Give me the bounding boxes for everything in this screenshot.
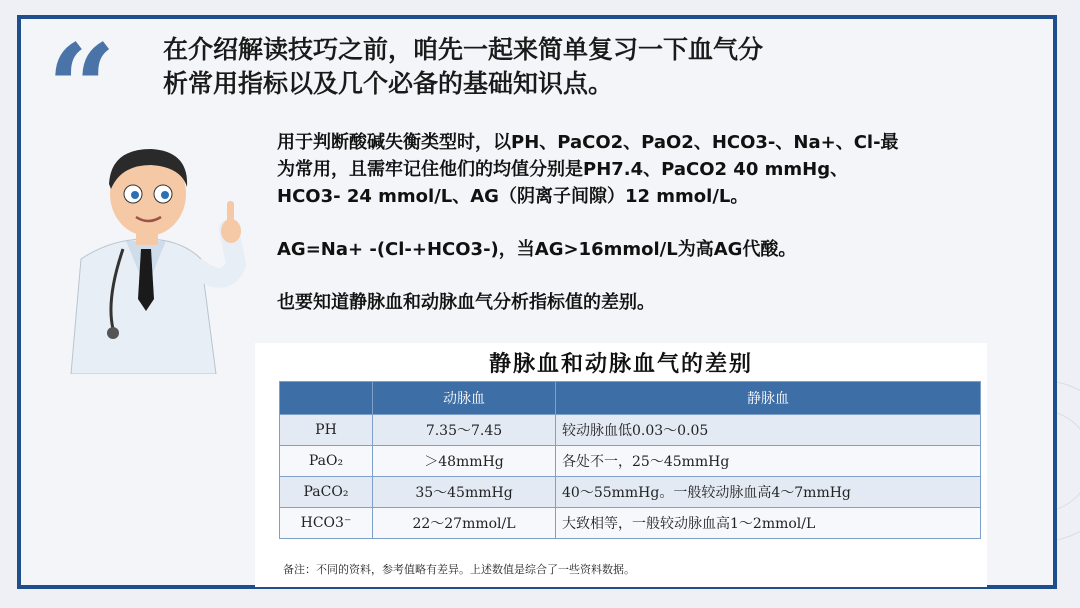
table-cell: PaO₂: [280, 446, 373, 477]
table-header-row: [280, 382, 981, 415]
table-title: 静脉血和动脉血气的差别: [488, 351, 753, 377]
content-frame: [17, 15, 1057, 589]
doctor-illustration-icon: [51, 139, 261, 374]
table-header: 动脉血: [373, 382, 556, 415]
table-cell: 7.35～7.45: [373, 415, 556, 446]
title-line: 在介绍解读技巧之前，咱先一起来简单复习一下血气分: [163, 35, 764, 64]
table-cell: 较动脉血低0.03～0.05: [556, 415, 981, 446]
table-cell: 40～55mmHg。一般较动脉血高4～7mmHg: [556, 477, 981, 508]
table-row: [280, 446, 981, 477]
table-cell: 大致相等，一般较动脉血高1～2mmol/L: [556, 508, 981, 539]
body-text: [277, 129, 1047, 342]
quote-mark-icon: “: [47, 18, 117, 159]
title-line: 析常用指标以及几个必备的基础知识点。: [163, 69, 614, 98]
table-cell: PH: [280, 415, 373, 446]
text-line: HCO3- 24 mmol/L、AG（阴离子间隙）12 mmol/L。: [277, 186, 749, 207]
paragraph-ag-formula: AG=Na+ -(Cl-+HCO3-)，当AG>16mmol/L为高AG代酸。: [277, 239, 797, 260]
text-line: 为常用，且需牢记住他们的均值分别是PH7.4、PaCO2 40 mmHg、: [277, 159, 849, 180]
blood-gas-table: [279, 381, 981, 539]
table-cell: 35～45mmHg: [373, 477, 556, 508]
table-row: [280, 477, 981, 508]
paragraph-difference: 也要知道静脉血和动脉血气分析指标值的差别。: [277, 292, 655, 313]
table-header: [280, 382, 373, 415]
text-line: 用于判断酸碱失衡类型时，以PH、PaCO2、PaO2、HCO3-、Na+、Cl-最: [277, 132, 899, 153]
paragraph-mean-values: [277, 129, 1047, 210]
table-cell: 各处不一，25～45mmHg: [556, 446, 981, 477]
comparison-table-image: [255, 343, 987, 587]
table-cell: ＞48mmHg: [373, 446, 556, 477]
table-row: [280, 508, 981, 539]
table-row: [280, 415, 981, 446]
table-cell: 22～27mmol/L: [373, 508, 556, 539]
table-cell: HCO3⁻: [280, 508, 373, 539]
table-cell: PaCO₂: [280, 477, 373, 508]
table-note: 备注：不同的资料，参考值略有差异。上述数值是综合了一些资料数据。: [283, 563, 635, 576]
table-header: 静脉血: [556, 382, 981, 415]
page-title: [163, 33, 983, 101]
